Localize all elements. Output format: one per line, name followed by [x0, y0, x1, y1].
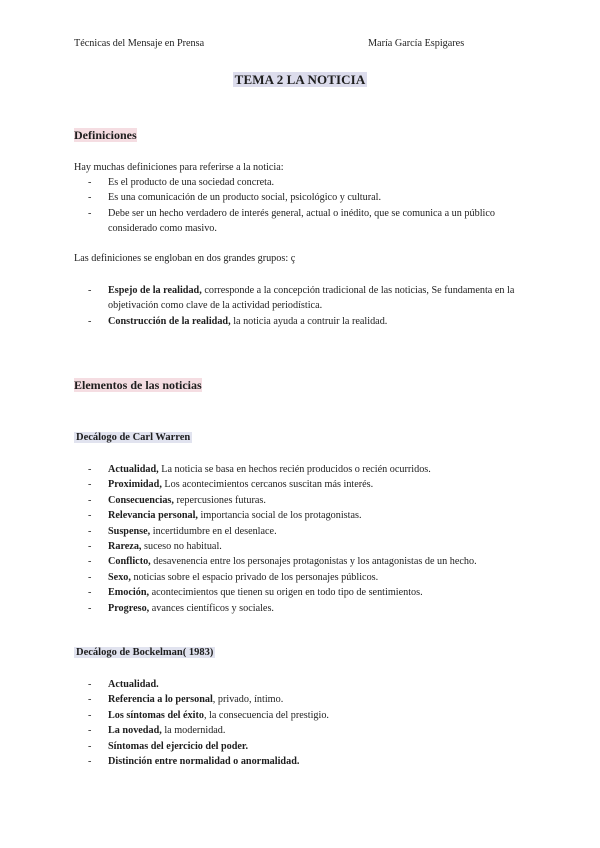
item-term: Suspense, — [108, 525, 151, 537]
definiciones-groups-intro: Las definiciones se engloban en dos grandes grupos: ç — [74, 253, 296, 264]
item-term: Relevancia personal, — [108, 510, 198, 522]
definiciones-groups-list — [88, 283, 518, 329]
item-text: noticias sobre el espacio privado de los personajes públicos. — [130, 571, 379, 583]
item-term: Distinción entre normalidad o anormalidad. — [108, 756, 300, 768]
item-text: repercusiones futuras. — [173, 494, 266, 506]
list-item — [88, 739, 518, 754]
list-item — [88, 477, 518, 492]
item-text: , privado, íntimo. — [212, 694, 284, 706]
group-term: Espejo de la realidad, — [108, 285, 202, 296]
group-term: Construcción de la realidad, — [108, 315, 231, 327]
item-term: Sexo, — [108, 571, 131, 583]
bockelman-heading-text: Decálogo de Bockelman( 1983) — [76, 647, 214, 658]
item-term: Conflicto, — [108, 556, 151, 568]
header-course: Técnicas del Mensaje en Prensa — [74, 38, 205, 49]
item-text: La noticia se basa en hechos recién producidos o recién ocurridos. — [158, 464, 431, 475]
list-item — [88, 524, 518, 539]
item-text: suceso no habitual. — [141, 541, 222, 553]
group-text: corresponde a la concepción tradicional de las noticias, Se fundamenta en la objetivación como clave de la actividad periodística. — [108, 285, 515, 312]
section-elementos-heading — [74, 378, 202, 393]
definiciones-list — [88, 175, 518, 237]
list-item — [88, 708, 518, 723]
item-text: importancia social de los protagonistas. — [197, 510, 362, 522]
list-item — [88, 692, 518, 707]
list-item — [88, 677, 518, 692]
list-item — [88, 283, 518, 314]
item-text: la modernidad. — [161, 725, 226, 737]
item-text: desavenencia entre los personajes protagonistas y los antagonistas de un hecho. — [150, 556, 477, 568]
item-term: Síntomas del ejercicio del poder. — [108, 740, 249, 752]
item-term: La novedad, — [108, 725, 162, 737]
list-item — [88, 570, 518, 585]
page-title-text: TEMA 2 LA NOTICIA — [234, 72, 366, 87]
item-term: Actualidad, — [108, 464, 159, 475]
item-text: Los acontecimientos cercanos suscitan más interés. — [161, 479, 374, 491]
warren-heading-text: Decálogo de Carl Warren — [76, 432, 191, 443]
list-item — [88, 508, 518, 523]
warren-list — [88, 462, 518, 616]
warren-heading — [74, 432, 192, 443]
item-text: acontecimientos que tienen su origen en todo tipo de sentimientos. — [149, 587, 423, 599]
page-title — [0, 72, 600, 88]
item-term: Progreso, — [108, 602, 150, 614]
list-item — [88, 754, 518, 769]
group-text: la noticia ayuda a contruir la realidad. — [230, 315, 388, 327]
list-item: - Es el producto de una sociedad concreta. — [88, 175, 518, 190]
item-text: , la consecuencia del prestigio. — [203, 709, 329, 721]
list-item — [88, 462, 518, 477]
list-item — [88, 723, 518, 738]
item-term: Emoción, — [108, 587, 150, 599]
bockelman-heading — [74, 647, 215, 658]
section-definiciones-heading-text: Definiciones — [74, 128, 137, 142]
header-author: María García Espigares — [368, 38, 465, 49]
section-elementos-heading-text: Elementos de las noticias — [74, 378, 202, 392]
section-definiciones-heading — [74, 128, 137, 143]
item-term: Proximidad, — [108, 479, 162, 491]
bockelman-list — [88, 677, 518, 769]
list-item — [88, 554, 518, 569]
item-term: Rareza, — [108, 541, 142, 553]
list-item — [88, 314, 518, 329]
item-term: Los síntomas del éxito — [108, 709, 204, 721]
item-term: Referencia a lo personal — [108, 694, 213, 706]
list-item — [88, 601, 518, 616]
list-item — [88, 493, 518, 508]
list-item — [88, 539, 518, 554]
item-term: Consecuencias, — [108, 494, 174, 506]
list-item — [88, 585, 518, 600]
list-item: - Es una comunicación de un producto social, psicológico y cultural. — [88, 190, 518, 205]
item-term: Actualidad. — [108, 679, 159, 690]
definiciones-intro: Hay muchas definiciones para referirse a la noticia: — [74, 162, 284, 173]
list-item: - Debe ser un hecho verdadero de interés general, actual o inédito, que se comunica a un público considerado como masivo. — [88, 206, 518, 237]
item-text: incertidumbre en el desenlace. — [150, 525, 277, 537]
item-text: avances científicos y sociales. — [149, 602, 274, 614]
